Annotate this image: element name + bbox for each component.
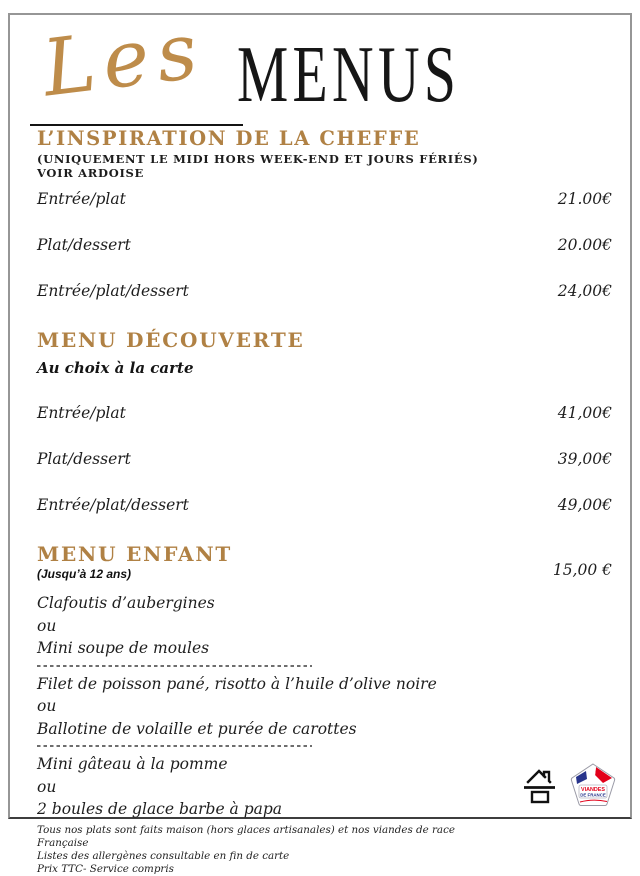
page-content xyxy=(10,15,630,817)
menu-row xyxy=(37,496,612,515)
menu-item-price: 21.00€ xyxy=(558,190,612,209)
menu-item-label: Plat/dessert xyxy=(37,236,131,255)
fait-maison-icon xyxy=(522,766,556,804)
page-title xyxy=(37,35,612,119)
enfant-price: 15,00 € xyxy=(553,561,612,581)
enfant-heading-block xyxy=(37,542,232,581)
viandes-de-france-logo xyxy=(570,763,616,807)
decouverte-subtitle: Au choix à la carte xyxy=(37,359,612,377)
title-underline-rule xyxy=(30,124,243,127)
page-frame xyxy=(8,13,632,819)
section-decouverte xyxy=(37,328,612,515)
footer-note: Prix TTC- Service compris xyxy=(37,863,477,876)
viandes-logo-text-line2: DE FRANCE xyxy=(580,793,606,798)
menu-item-label: Entrée/plat xyxy=(37,190,126,209)
footer-logos xyxy=(522,763,616,807)
menu-item-label: Plat/dessert xyxy=(37,450,131,469)
course-separator xyxy=(37,665,312,667)
inspiration-heading: L’INSPIRATION DE LA CHEFFE xyxy=(37,127,612,150)
footer-note: Tous nos plats sont faits maison (hors glaces artisanales) et nos viandes de race Française xyxy=(37,824,477,850)
course-line: 2 boules de glace barbe à papa xyxy=(37,798,612,821)
menu-item-label: Entrée/plat/dessert xyxy=(37,496,189,515)
course-or: ou xyxy=(37,615,612,638)
inspiration-rows xyxy=(37,190,612,301)
course-line: Clafoutis d’aubergines xyxy=(37,592,612,615)
enfant-header xyxy=(37,542,612,581)
course-separator xyxy=(37,745,312,747)
viandes-logo-text-line1: VIANDES xyxy=(581,787,605,793)
decouverte-rows xyxy=(37,404,612,515)
footer-notes xyxy=(37,824,612,876)
menu-item-price: 41,00€ xyxy=(558,404,612,423)
footer-note: Listes des allergènes consultable en fin de carte xyxy=(37,850,477,863)
inspiration-note-line1: (UNIQUEMENT LE MIDI HORS WEEK-END ET JOURS FÉRIÉS) xyxy=(37,152,612,166)
course-line: Ballotine de volaille et purée de carottes xyxy=(37,718,612,741)
course-or: ou xyxy=(37,695,612,718)
title-script-les: Les xyxy=(39,11,209,108)
course-or: ou xyxy=(37,776,612,799)
enfant-heading: MENU ENFANT xyxy=(37,542,232,567)
menu-row xyxy=(37,450,612,469)
inspiration-note-line2: VOIR ARDOISE xyxy=(37,166,612,180)
menu-row xyxy=(37,190,612,209)
decouverte-heading: MENU DÉCOUVERTE xyxy=(37,328,612,353)
menu-item-price: 24,00€ xyxy=(558,282,612,301)
course-line: Mini gâteau à la pomme xyxy=(37,753,612,776)
course-line: Mini soupe de moules xyxy=(37,637,612,660)
course-line: Filet de poisson pané, risotto à l’huile d’olive noire xyxy=(37,673,612,696)
menu-item-price: 39,00€ xyxy=(558,450,612,469)
section-inspiration xyxy=(37,127,612,301)
menu-item-label: Entrée/plat xyxy=(37,404,126,423)
menu-item-label: Entrée/plat/dessert xyxy=(37,282,189,301)
menu-row xyxy=(37,404,612,423)
menu-row xyxy=(37,236,612,255)
title-main-menus: MENUS xyxy=(237,35,460,115)
enfant-subtitle: (Jusqu’à 12 ans) xyxy=(37,567,232,581)
menu-row xyxy=(37,282,612,301)
menu-item-price: 20.00€ xyxy=(558,236,612,255)
menu-item-price: 49,00€ xyxy=(558,496,612,515)
